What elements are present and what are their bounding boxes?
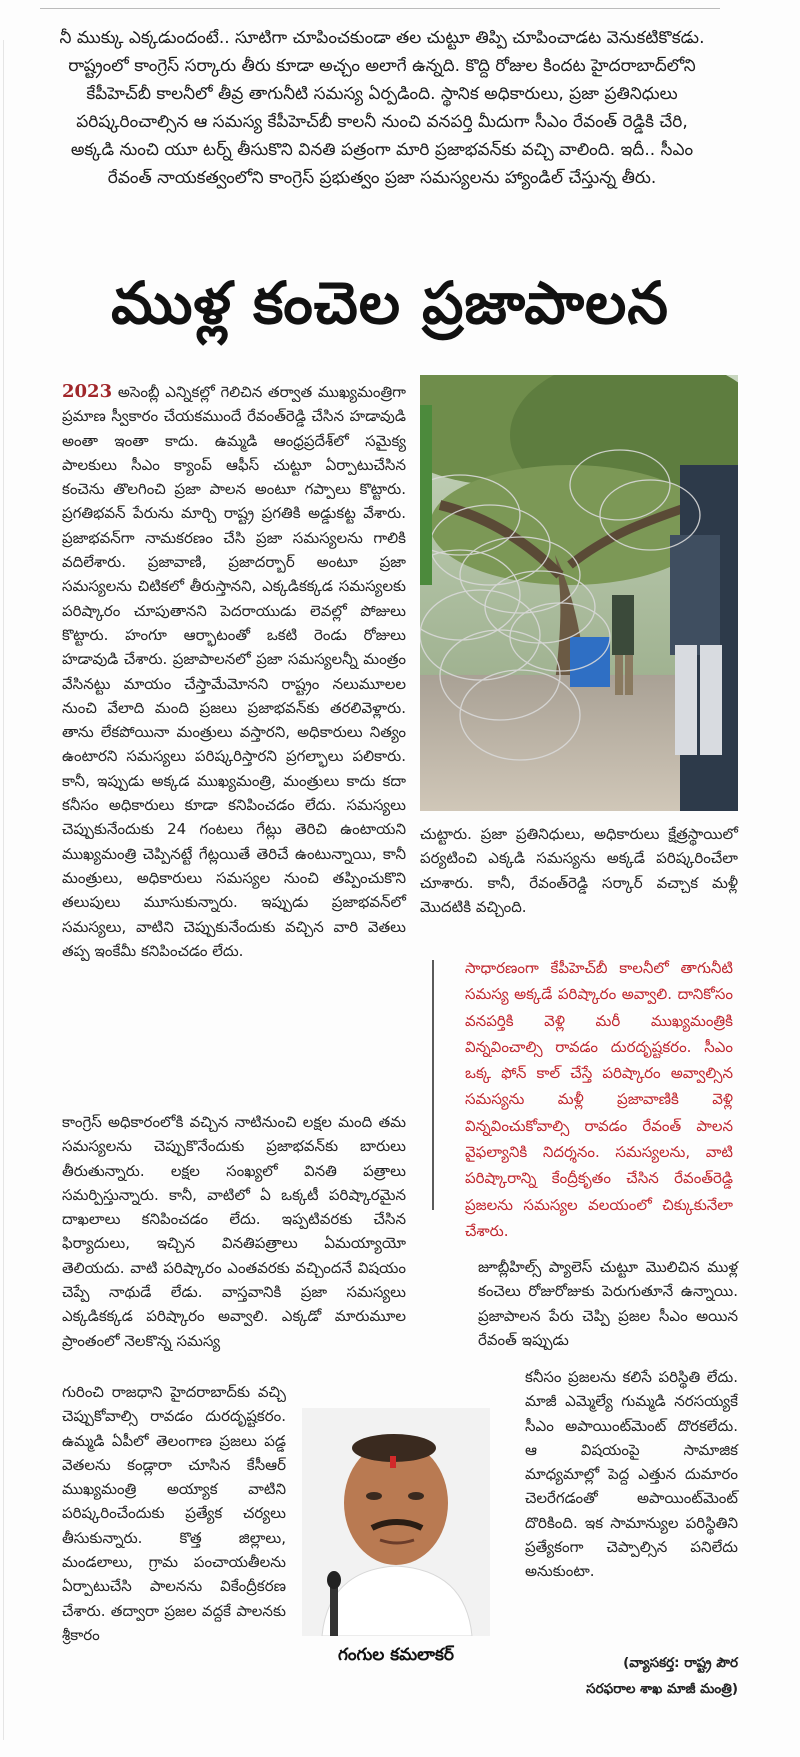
article-column-right-1 [420,822,738,919]
article-column-right-3 [525,1365,738,1584]
article-text: గురించి రాజధాని హైదరాబాద్‌కు వచ్చి చెప్పుకోవాల్సి రావడం దురదృష్టకరం. ఉమ్మడి ఏపీలో తెలంగాణ ప్రజలు పడ్డ వెతలను కండ్లారా చూసిన కేసీఆర్ ముఖ్యమంత్రి అయ్యాక వాటిని పరిష్కరించేందుకు ప్రత్యేక చర్యలు తీసుకున్నారు. కొత్త జిల్లాలు, మండలాలు, గ్రామ పంచాయతీలను ఏర్పాటుచేసి పాలనను వికేంద్రీకరణ చేశారు. తద్వారా ప్రజల వద్దకే పాలనకు శ్రీకారం [62,1383,286,1644]
article-column-left-1 [62,380,406,963]
author-credit [538,1650,738,1702]
intro-paragraph: నీ ముక్కు ఎక్కడుందంటే.. సూటిగా చూపించకుండా తల చుట్టూ తిప్పి చూపించాడట వెనుకటికొకడు. రాష్ట్రంలో కాంగ్రెస్ సర్కారు తీరు కూడా అచ్చం అలాగే ఉన్నది. కొద్ది రోజుల కిందట హైదరాబాద్‌లోని కేపీహెచ్‌బీ కాలనీలో తీవ్ర తాగునీటి సమస్య ఏర్పడింది. స్థానిక అధికారులు, ప్రజా ప్రతినిధులు పరిష్కరించాల్సిన ఆ సమస్య కేపీహెచ్‌బీ కాలనీ నుంచి వనపర్తి మీదుగా సీఎం రేవంత్ రెడ్డికి చేరి, అక్కడి నుంచి యూ టర్న్ తీసుకొని వినతి పత్రంగా మారి ప్రజాభవన్‌కు వచ్చి వాలింది. ఇదీ.. సీఎం రేవంత్ నాయకత్వంలోని కాంగ్రెస్ ప్రభుత్వం ప్రజా సమస్యలను హ్యాండిల్ చేస్తున్న తీరు. [59,28,705,188]
pull-quote-rule [432,960,434,1210]
portrait-caption: గంగుల కమలాకర్ [337,1645,455,1665]
article-text: కనీసం ప్రజలను కలిసే పరిస్థితి లేదు. మాజీ ఎమ్మెల్యే గుమ్మడి నరసయ్యకే సీఎం అపాయింట్‌మెంట్ దొరకలేదు. ఆ విషయంపై సామాజిక మాధ్యమాల్లో పెద్ద ఎత్తున దుమారం చెలరేగడంతో అపాయింట్‌మెంట్ దొరికింది. ఇక సామాన్యుల పరిస్థితిని ప్రత్యేకంగా చెప్పాల్సిన పనిలేదు అనుకుంటా. [525,1368,738,1581]
article-text: అసెంబ్లీ ఎన్నికల్లో గెలిచిన తర్వాత ముఖ్యమంత్రిగా ప్రమాణ స్వీకారం చేయకముందే రేవంత్‌రెడ్డి చేసిన హడావుడి అంతా ఇంతా కాదు. ఉమ్మడి ఆంధ్రప్రదేశ్‌లో సమైక్య పాలకులు సీఎం క్యాంప్ ఆఫీస్ చుట్టూ ఏర్పాటుచేసిన కంచెను తొలగించి ప్రజా పాలన అంటూ గప్పాలు కొట్టారు. ప్రగతిభవన్ పేరును మార్చి రాష్ట్ర ప్రగతికి అడ్డుకట్ట వేశారు. ప్రజాభవన్‌గా నామకరణం చేసి ప్రజా సమస్యలను గాలికి వదిలేశారు. ప్రజావాణి, ప్రజాదర్బార్ అంటూ ప్రజా సమస్యలను చిటికలో తీరుస్తానని, ఎక్కడికక్కడ సమస్యలకు పరిష్కారం చూపుతానని పెదరాయుడు లెవల్లో పోజులు కొట్టారు. హంగూ ఆర్భాటంతో ఒకటి రెండు రోజులు హడావుడి చేశారు. ప్రజాపాలనలో ప్రజా సమస్యలన్నీ మంత్రం వేసినట్టు మాయం చేస్తామేమోనని రాష్ట్రం నలుమూలల నుంచి వేలాది మంది ప్రజలు ప్రజాభవన్‌కు తరలివెళ్లారు. తాను లేకపోయినా మంత్రులు వస్తారని, అధికారులు నిత్యం ఉంటారని సమస్యలు పరిష్కరిస్తారని ప్రగల్భాలు పలికారు. కానీ, ఇప్పుడు అక్కడ ముఖ్యమంత్రి, మంత్రులు కాదు కదా కనీసం అధికారులు కూడా కనిపించడం లేదు. సమస్యలు చెప్పుకునేందుకు 24 గంటలు గేట్లు తెరిచి ఉంటాయని ముఖ్యమంత్రి చెప్పినట్టే గేట్లయితే తెరిచే ఉంటున్నాయి, కానీ మంత్రులు, అధికారులు సమస్యల నుంచి తప్పించుకొని తలుపులు మూసుకున్నారు. ఇప్పుడు ప్రజాభవన్‌లో సమస్యలు, వాటిని చెప్పుకునేందుకు వచ్చిన వారి వెతలు తప్ప ఇంకేమీ కనిపించడం లేదు. [62,383,406,960]
article-text: కాంగ్రెస్ అధికారంలోకి వచ్చిన నాటినుంచి లక్షల మంది తమ సమస్యలను చెప్పుకొనేందుకు ప్రజాభవన్‌కు బారులు తీరుతున్నారు. లక్షల సంఖ్యలో వినతి పత్రాలు సమర్పిస్తున్నారు. కానీ, వాటిలో ఏ ఒక్కటీ పరిష్కారమైన దాఖలాలు కనిపించడం లేదు. ఇప్పటివరకు చేసిన ఫిర్యాదులు, ఇచ్చిన వినతిపత్రాలు ఏమయ్యాయో తెలియదు. వాటి పరిష్కారం ఎంతవరకు వచ్చిందనే విషయం చెప్పే నాథుడే లేడు. వాస్తవానికి ప్రజా సమస్యలు ఎక్కడికక్కడ పరిష్కారం అవ్వాలి. ఎక్కడో మారుమూల ప్రాంతంలో నెలకొన్న సమస్య [62,1113,406,1350]
headline: ముళ్ల కంచెల ప్రజాపాలన [111,269,669,337]
article-text: చుట్టారు. ప్రజా ప్రతినిధులు, అధికారులు క్షేత్రస్థాయిలో పర్యటించి ఎక్కడి సమస్యను అక్కడే పరిష్కరించేలా చూశారు. కానీ, రేవంత్‌రెడ్డి సర్కార్ వచ్చాక మళ్లీ మొదటికి వచ్చింది. [420,825,738,916]
pull-quote-text: సాధారణంగా కేపీహెచ్‌బీ కాలనీలో తాగునీటి సమస్య అక్కడే పరిష్కారం అవ్వాలి. దానికోసం వనపర్తికి వెళ్లి మరీ ముఖ్యమంత్రికి విన్నవించాల్సి రావడం దురదృష్టకరం. సీఎం ఒక్క ఫోన్ కాల్ చేస్తే పరిష్కారం అవ్వాల్సిన సమస్యను మళ్లీ ప్రజావాణికి వెళ్లి విన్నవించుకోవాల్సి రావడం రేవంత్ పాలన వైఫల్యానికి నిదర్శనం. సమస్యలను, వాటి పరిష్కారాన్ని కేంద్రీకృతం చేసిన రేవంత్‌రెడ్డి ప్రజలను సమస్యల వలయంలో చిక్కుకునేలా చేశారు. [465,959,733,1240]
article-column-right-2 [478,1255,738,1352]
author-credit-line-2: సరఫరాల శాఖ మాజీ మంత్రి) [586,1681,738,1697]
left-divider [3,40,4,1740]
article-column-left-3 [62,1380,286,1647]
pull-quote [465,955,733,1244]
author-credit-line-1: (వ్యాసకర్త: రాష్ట్ర పౌర [623,1655,738,1671]
author-portrait [302,1408,490,1636]
year-highlight: 2023 [62,381,113,402]
barbed-wire-photo [420,375,738,811]
article-text: జూబ్లీహిల్స్ ప్యాలెస్ చుట్టూ మొలిచిన ముళ్ల కంచెలు రోజురోజుకు పెరుగుతూనే ఉన్నాయి. ప్రజాపాలన పేరు చెప్పి ప్రజల సీఎం అయిన రేవంత్ ఇప్పుడు [478,1258,738,1349]
portrait-image [302,1408,490,1636]
barbed-wire-image [420,375,738,811]
article-column-left-2 [62,1110,406,1353]
top-divider [40,8,720,9]
